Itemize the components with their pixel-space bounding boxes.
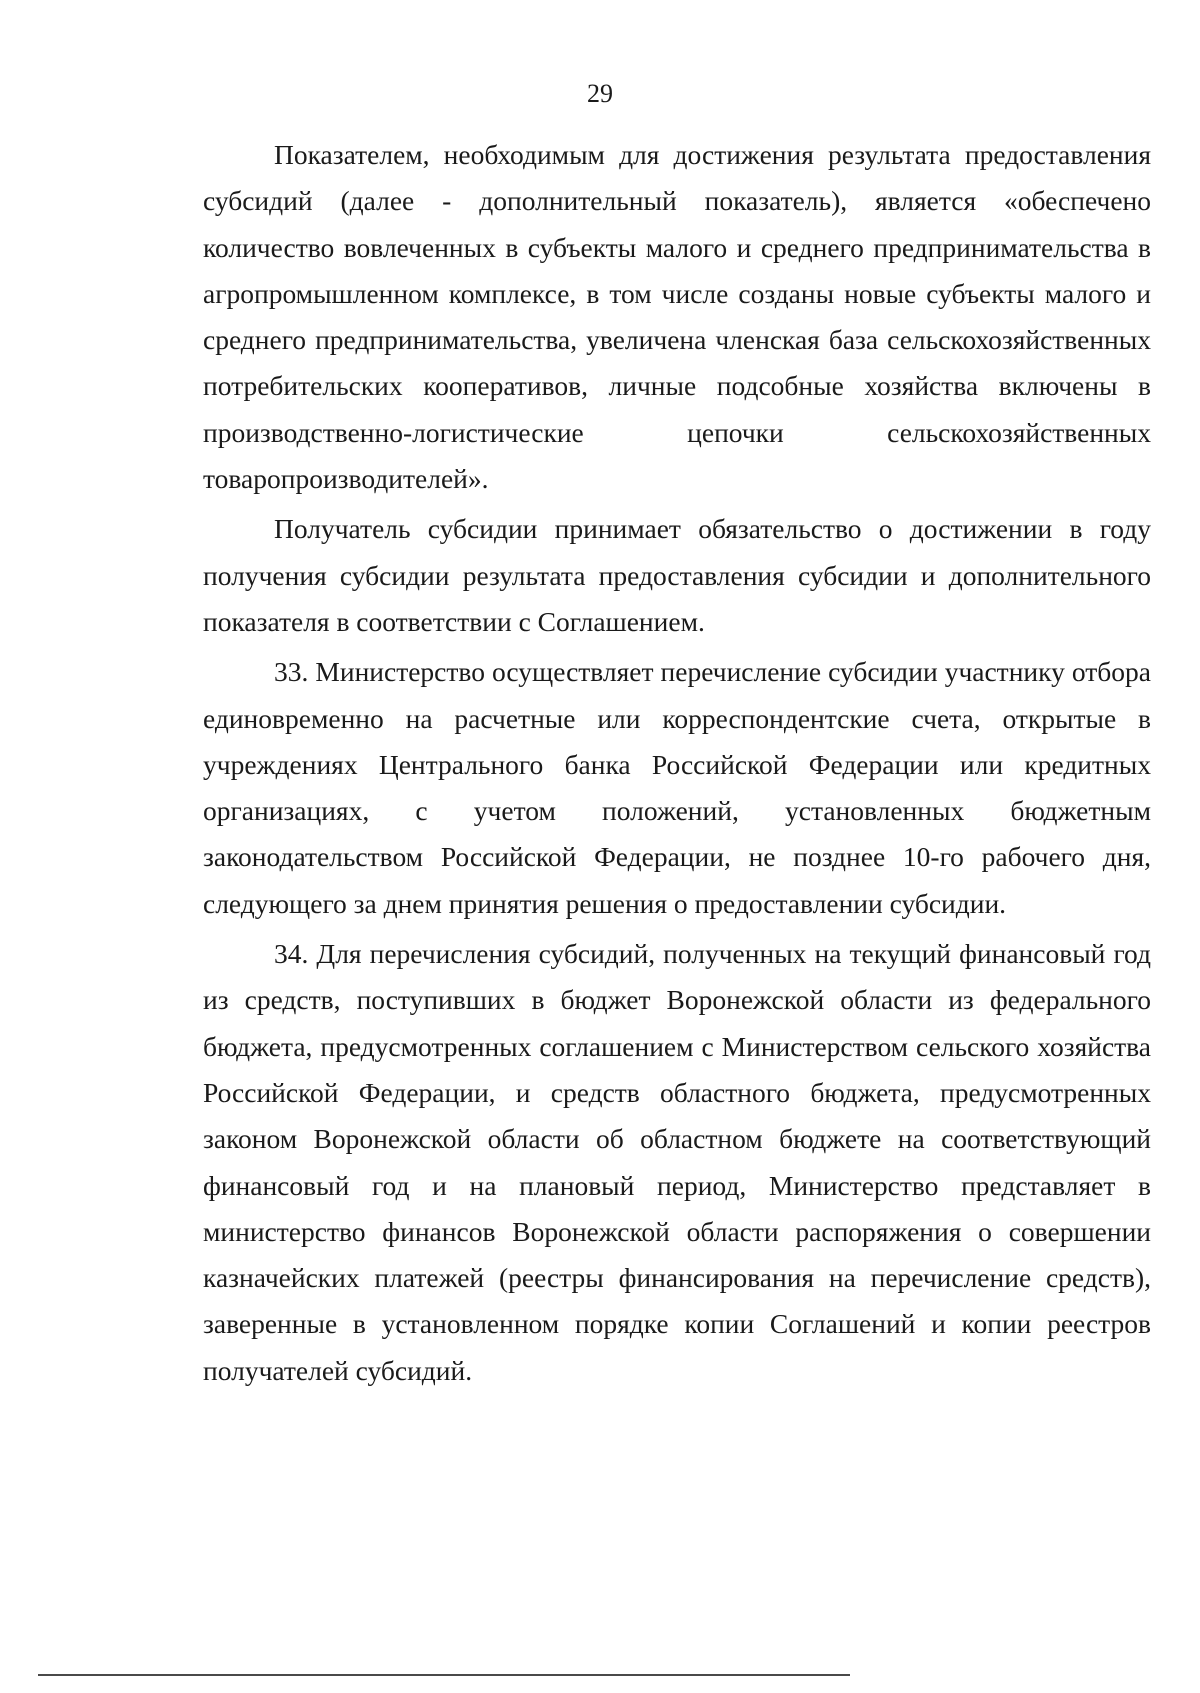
page-number: 29: [587, 79, 613, 108]
paragraph-33-subsidy-transfer: 33. Министерство осуществляет перечисление субсидии участнику отбора единовременно на расчетные или корреспондентские счета, открытые в учреждениях Центрального банка Российской Федерации или кредитных организациях, с учетом положений, установленных бюджетным законодательством Российской Федерации, не позднее 10-го рабочего дня, следующего за днем принятия решения о предоставлении субсидии.: [203, 656, 1151, 919]
document-body: [203, 132, 1151, 1398]
paragraph-recipient-obligation: Получатель субсидии принимает обязательство о достижении в году получения субсидии результата предоставления субсидии и дополнительного показателя в соответствии с Соглашением.: [203, 513, 1151, 637]
paragraph-34-payment-documents: 34. Для перечисления субсидий, полученных на текущий финансовый год из средств, поступивших в бюджет Воронежской области из федерального бюджета, предусмотренных соглашением с Министерством сельского хозяйства Российской Федерации, и средств областного бюджета, предусмотренных законом Воронежской области об областном бюджете на соответствующий финансовый год и на плановый период, Министерство представляет в министерство финансов Воронежской области распоряжения о совершении казначейских платежей (реестры финансирования на перечисление средств), заверенные в установленном порядке копии Соглашений и копии реестров получателей субсидий.: [203, 938, 1151, 1386]
paragraph-additional-indicator: Показателем, необходимым для достижения результата предоставления субсидий (далее - дополнительный показатель), является «обеспечено количество вовлеченных в субъекты малого и среднего предпринимательства в агропромышленном комплексе, в том числе созданы новые субъекты малого и среднего предпринимательства, увеличена членская база сельскохозяйственных потребительских кооперативов, личные подсобные хозяйства включены в производственно-логистические цепочки сельскохозяйственных товаропроизводителей».: [203, 139, 1151, 495]
scan-bottom-rule: [38, 1674, 850, 1676]
